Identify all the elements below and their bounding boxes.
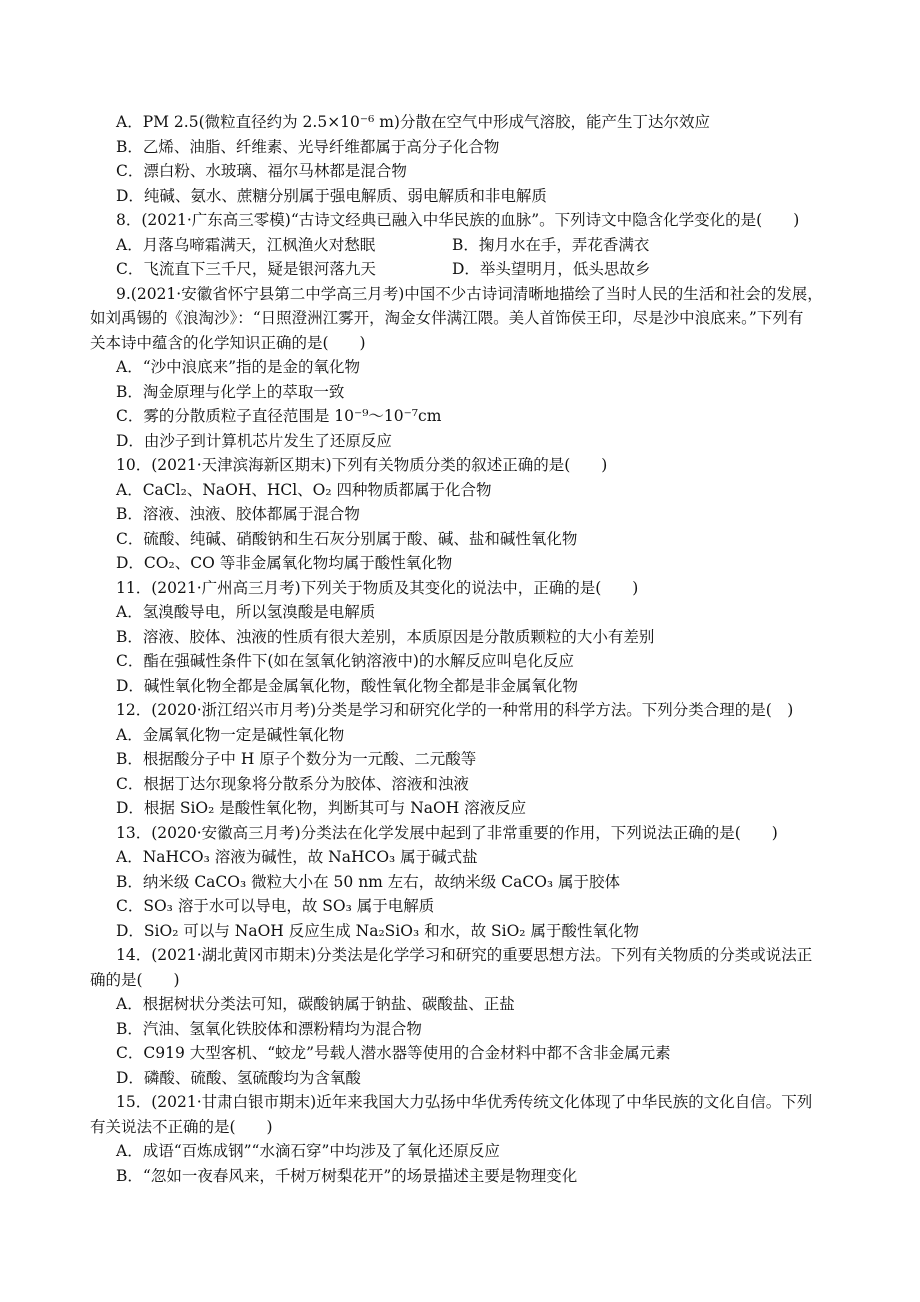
option-10d: D．CO₂、CO 等非金属氧化物均属于酸性氧化物 xyxy=(116,554,453,572)
option-8d: D．举头望明月，低头思故乡 xyxy=(452,260,651,278)
question-11-stem: 11．(2021·广州高三月考)下列关于物质及其变化的说法中，正确的是( ) xyxy=(116,579,639,597)
option-15b: B．“忽如一夜春风来，千树万树梨花开”的场景描述主要是物理变化 xyxy=(116,1167,578,1185)
option-13b: B．纳米级 CaCO₃ 微粒大小在 50 nm 左右，故纳米级 CaCO₃ 属于胶体 xyxy=(116,873,621,891)
option-13d: D．SiO₂ 可以与 NaOH 反应生成 Na₂SiO₃ 和水，故 SiO₂ 属于酸性氧化物 xyxy=(116,922,639,940)
option-14a: A．根据树状分类法可知，碳酸钠属于钠盐、碳酸盐、正盐 xyxy=(116,995,515,1013)
question-10-stem: 10．(2021·天津滨海新区期末)下列有关物质分类的叙述正确的是( ) xyxy=(116,456,608,474)
option-14b: B．汽油、氢氧化铁胶体和漂粉精均为混合物 xyxy=(116,1020,422,1038)
option-12c: C．根据丁达尔现象将分散系分为胶体、溶液和浊液 xyxy=(116,775,469,793)
option-7b: B．乙烯、油脂、纤维素、光导纤维都属于高分子化合物 xyxy=(116,138,500,156)
question-15-stem-end: 有关说法不正确的是( ) xyxy=(90,1118,273,1136)
option-9c: C．雾的分散质粒子直径范围是 10⁻⁹～10⁻⁷cm xyxy=(116,407,442,425)
option-12d: D．根据 SiO₂ 是酸性氧化物，判断其可与 NaOH 溶液反应 xyxy=(116,799,527,817)
option-8a: A．月落乌啼霜满天，江枫渔火对愁眠 xyxy=(116,236,376,254)
option-7a: A．PM 2.5(微粒直径约为 2.5×10⁻⁶ m)分散在空气中形成气溶胶，能产生丁达尔效应 xyxy=(116,113,710,131)
option-12b: B．根据酸分子中 H 原子个数分为一元酸、二元酸等 xyxy=(116,750,477,768)
option-10a: A．CaCl₂、NaOH、HCl、O₂ 四种物质都属于化合物 xyxy=(116,481,492,499)
question-14-stem: 14．(2021·湖北黄冈市期末)分类法是化学学习和研究的重要思想方法。下列有关物质的分类或说法正 xyxy=(116,946,813,964)
option-8b: B．掬月水在手，弄花香满衣 xyxy=(452,236,650,254)
option-11a: A．氢溴酸导电，所以氢溴酸是电解质 xyxy=(116,603,376,621)
option-7c: C．漂白粉、水玻璃、福尔马林都是混合物 xyxy=(116,162,407,180)
option-10b: B．溶液、浊液、胶体都属于混合物 xyxy=(116,505,360,523)
question-14-stem-end: 确的是( ) xyxy=(90,971,180,989)
question-9-stem-end: 关本诗中蕴含的化学知识正确的是( ) xyxy=(90,334,366,352)
option-10c: C．硫酸、纯碱、硝酸钠和生石灰分别属于酸、碱、盐和碱性氧化物 xyxy=(116,530,578,548)
option-8c: C．飞流直下三千尺，疑是银河落九天 xyxy=(116,260,376,278)
option-7d: D．纯碱、氨水、蔗糖分别属于强电解质、弱电解质和非电解质 xyxy=(116,187,547,205)
option-14c: C．C919 大型客机、“蛟龙”号载人潜水器等使用的合金材料中都不含非金属元素 xyxy=(116,1044,671,1062)
option-12a: A．金属氧化物一定是碱性氧化物 xyxy=(116,726,345,744)
question-12-stem: 12．(2020·浙江绍兴市月考)分类是学习和研究化学的一种常用的科学方法。下列分类合理的是( ) xyxy=(116,701,794,719)
option-9b: B．淘金原理与化学上的萃取一致 xyxy=(116,383,345,401)
option-9a: A．“沙中浪底来”指的是金的氧化物 xyxy=(116,358,361,376)
question-8-stem: 8．(2021·广东高三零模)“古诗文经典已融入中华民族的血脉”。下列诗文中隐含化学变化的是( ) xyxy=(116,211,800,229)
question-13-stem: 13．(2020·安徽高三月考)分类法在化学发展中起到了非常重要的作用，下列说法正确的是( ) xyxy=(116,824,778,842)
option-14d: D．磷酸、硫酸、氢硫酸均为含氧酸 xyxy=(116,1069,361,1087)
option-15a: A．成语“百炼成钢”“水滴石穿”中均涉及了氧化还原反应 xyxy=(116,1142,500,1160)
question-9-stem: 9.(2021·安徽省怀宁县第二中学高三月考)中国不少古诗词清晰地描绘了当时人民的生活和社会的发展， xyxy=(116,285,823,303)
question-9-stem-cont: 如刘禹锡的《浪淘沙》：“日照澄洲江雾开，淘金女伴满江隈。美人首饰侯王印，尽是沙中浪底来。”下列有 xyxy=(90,309,804,327)
question-15-stem: 15．(2021·甘肃白银市期末)近年来我国大力弘扬中华优秀传统文化体现了中华民族的文化自信。下列 xyxy=(116,1093,813,1111)
option-13c: C．SO₃ 溶于水可以导电，故 SO₃ 属于电解质 xyxy=(116,897,435,915)
option-11d: D．碱性氧化物全都是金属氧化物，酸性氧化物全都是非金属氧化物 xyxy=(116,677,578,695)
option-11c: C．酯在强碱性条件下(如在氢氧化钠溶液中)的水解反应叫皂化反应 xyxy=(116,652,574,670)
option-13a: A．NaHCO₃ 溶液为碱性，故 NaHCO₃ 属于碱式盐 xyxy=(116,848,478,866)
option-11b: B．溶液、胶体、浊液的性质有很大差别，本质原因是分散质颗粒的大小有差别 xyxy=(116,628,655,646)
option-9d: D．由沙子到计算机芯片发生了还原反应 xyxy=(116,432,392,450)
